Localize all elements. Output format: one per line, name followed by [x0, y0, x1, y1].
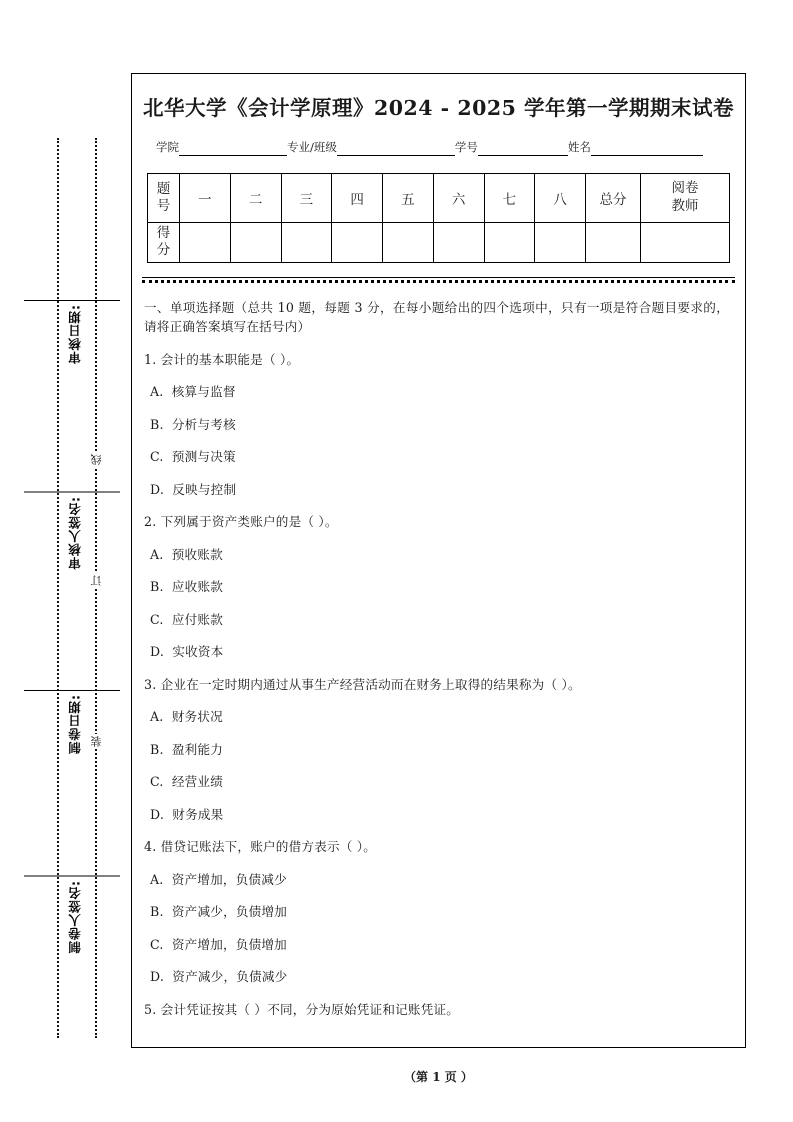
identity-field-name: [568, 139, 703, 156]
question-3-option-a[interactable]: [150, 707, 729, 727]
question-1-option-d[interactable]: [150, 480, 729, 500]
score-cell-6[interactable]: [433, 223, 484, 263]
question-2-option-b[interactable]: [150, 577, 729, 597]
paper-maker-sign-text: 制卷人签名:: [67, 880, 83, 954]
question-3-option-b-text: 盈利能力: [171, 741, 224, 757]
column-header-4: 四: [332, 174, 383, 223]
score-cell-grader[interactable]: [641, 223, 730, 263]
question-4-stem: 借贷记账法下，账户的借方表示（ ）。: [160, 839, 377, 855]
question-2-option-d-text: 实收资本: [172, 644, 224, 660]
question-3-option-c-letter: C.: [150, 774, 164, 790]
question-4: [144, 837, 729, 857]
question-2: [144, 512, 729, 532]
question-2-option-a-letter: A.: [150, 546, 164, 562]
row-header-question-number-char-1: 题: [156, 180, 171, 197]
college-label: 学院: [156, 140, 179, 154]
row-header-score: [148, 223, 180, 263]
column-header-6: 六: [433, 174, 484, 223]
question-3-option-c[interactable]: [150, 772, 729, 792]
row-header-question-number-char-2: 号: [156, 198, 171, 214]
question-1-option-b-text: 分析与考核: [171, 416, 236, 432]
review-date-rule: [24, 300, 120, 301]
question-1-option-d-letter: D.: [150, 481, 165, 497]
question-3-option-d-letter: D.: [150, 806, 165, 822]
question-1: [144, 350, 729, 370]
column-header-5: 五: [383, 174, 434, 223]
fold-mark-xian: 线: [90, 454, 103, 465]
score-cell-total[interactable]: [586, 223, 641, 263]
identity-field-major-class: [287, 139, 455, 156]
divider-dotted-line: [142, 280, 735, 283]
student-identity-line: [156, 139, 731, 156]
reviewer-sign-text: 审核人签名:: [67, 496, 83, 570]
college-input[interactable]: [179, 142, 287, 156]
score-cell-7[interactable]: [484, 223, 535, 263]
question-4-option-c[interactable]: [150, 935, 729, 955]
question-4-option-a-letter: A.: [150, 871, 164, 887]
question-3-option-a-letter: A.: [150, 709, 164, 725]
fold-mark-ding: 订: [90, 575, 103, 586]
question-1-option-c-letter: C.: [150, 449, 164, 465]
question-2-option-c[interactable]: [150, 610, 729, 630]
column-header-grader: [641, 174, 730, 223]
name-input[interactable]: [591, 142, 703, 156]
question-1-option-c[interactable]: [150, 447, 729, 467]
row-header-score-char-2: 分: [156, 242, 171, 259]
exam-body: [144, 298, 729, 1020]
question-2-option-c-text: 应付账款: [171, 611, 223, 627]
question-4-option-d-letter: D.: [150, 969, 165, 985]
section-heading-1: 一、单项选择题（总共 10 题，每题 3 分，在每小题给出的四个选项中，只有一项是符合题目要求的，请将正确答案填写在括号内）: [144, 299, 729, 335]
question-1-option-d-text: 反映与控制: [172, 481, 237, 497]
question-4-option-d[interactable]: [150, 967, 729, 987]
question-1-option-a-text: 核算与监督: [171, 384, 236, 400]
question-1-option-b[interactable]: [150, 415, 729, 435]
fold-mark-zhuang: 装: [90, 736, 103, 747]
question-2-stem: 下列属于资产类账户的是（ ）。: [160, 514, 338, 530]
question-3-stem: 企业在一定时期内通过从事生产经营活动而在财务上取得的结果称为（ ）。: [160, 676, 581, 692]
question-2-option-c-letter: C.: [150, 611, 164, 627]
column-header-8: 八: [535, 174, 586, 223]
column-header-7: 七: [484, 174, 535, 223]
score-cell-4[interactable]: [332, 223, 383, 263]
question-1-stem: 会计的基本职能是（ ）。: [160, 351, 300, 367]
question-1-number: 1.: [144, 351, 157, 367]
paper-maker-date-label: [24, 690, 120, 754]
question-4-number: 4.: [144, 839, 157, 855]
section-divider: [142, 277, 735, 284]
question-1-option-c-text: 预测与决策: [171, 449, 236, 465]
question-2-option-a-text: 预收账款: [171, 546, 223, 562]
question-4-option-d-text: 资产减少，负债减少: [172, 969, 288, 985]
question-4-option-c-text: 资产增加，负债增加: [171, 936, 287, 952]
question-3-option-b[interactable]: [150, 740, 729, 760]
question-2-option-d[interactable]: [150, 642, 729, 662]
score-table: [147, 173, 730, 263]
question-2-number: 2.: [144, 514, 157, 530]
column-header-3: 三: [281, 174, 332, 223]
question-2-option-b-letter: B.: [150, 579, 164, 595]
score-cell-1[interactable]: [180, 223, 231, 263]
exam-paper-frame: [131, 73, 746, 1048]
major-class-input[interactable]: [337, 142, 455, 156]
question-2-option-a[interactable]: [150, 545, 729, 565]
page-indicator: （第 1 页 ）: [404, 1070, 473, 1084]
identity-field-student-id: [455, 139, 568, 156]
paper-maker-sign-rule: [24, 876, 120, 877]
paper-maker-date-rule: [24, 690, 120, 691]
divider-solid-line: [142, 277, 735, 278]
column-header-2: 二: [230, 174, 281, 223]
question-1-option-a-letter: A.: [150, 384, 164, 400]
grader-label-line-1: 阅卷: [671, 180, 699, 197]
review-date-text: 审核日期:: [67, 304, 83, 364]
question-3-number: 3.: [144, 676, 157, 692]
score-cell-2[interactable]: [230, 223, 281, 263]
page-footer: [131, 1068, 746, 1085]
reviewer-sign-rule: [24, 492, 120, 493]
question-3-option-a-text: 财务状况: [171, 709, 223, 725]
score-cell-8[interactable]: [535, 223, 586, 263]
question-4-option-c-letter: C.: [150, 936, 164, 952]
column-header-total: 总分: [586, 174, 641, 223]
student-id-input[interactable]: [478, 142, 568, 156]
major-class-label: 专业/班级: [287, 140, 337, 154]
question-3: [144, 675, 729, 695]
question-3-option-d[interactable]: [150, 805, 729, 825]
review-date-label: [24, 300, 120, 364]
reviewer-sign-label: [24, 492, 120, 570]
score-cell-5[interactable]: [383, 223, 434, 263]
question-3-option-d-text: 财务成果: [172, 806, 224, 822]
page-title: 北华大学《会计学原理》2024 - 2025 学年第一学期期末试卷: [142, 96, 735, 120]
row-header-score-char-1: 得: [156, 225, 171, 241]
name-label: 姓名: [567, 140, 591, 154]
column-header-1: 一: [180, 174, 231, 223]
paper-maker-sign-label: [24, 876, 120, 954]
table-row-scores: [148, 223, 730, 263]
score-cell-3[interactable]: [281, 223, 332, 263]
question-3-option-c-text: 经营业绩: [171, 774, 223, 790]
question-2-option-d-letter: D.: [150, 644, 165, 660]
paper-maker-date-text: 制卷日期:: [67, 694, 83, 754]
binding-margin: [0, 0, 131, 1122]
question-4-option-a-text: 资产增加，负债减少: [171, 871, 287, 887]
grader-label-line-2: 教师: [671, 198, 699, 214]
question-4-option-a[interactable]: [150, 870, 729, 890]
question-2-option-b-text: 应收账款: [171, 579, 224, 595]
question-1-option-b-letter: B.: [150, 416, 164, 432]
question-5: [144, 1000, 729, 1020]
row-header-question-number: [148, 174, 180, 223]
question-4-option-b-text: 资产减少，负债增加: [171, 904, 288, 920]
question-5-stem: 会计凭证按其（ ）不同，分为原始凭证和记账凭证。: [160, 1001, 460, 1017]
table-row-question-numbers: [148, 174, 730, 223]
question-4-option-b[interactable]: [150, 902, 729, 922]
question-4-option-b-letter: B.: [150, 904, 164, 920]
question-5-number: 5.: [144, 1001, 157, 1017]
question-1-option-a[interactable]: [150, 382, 729, 402]
student-id-label: 学号: [454, 140, 478, 154]
question-3-option-b-letter: B.: [150, 741, 164, 757]
identity-field-college: [156, 139, 287, 156]
